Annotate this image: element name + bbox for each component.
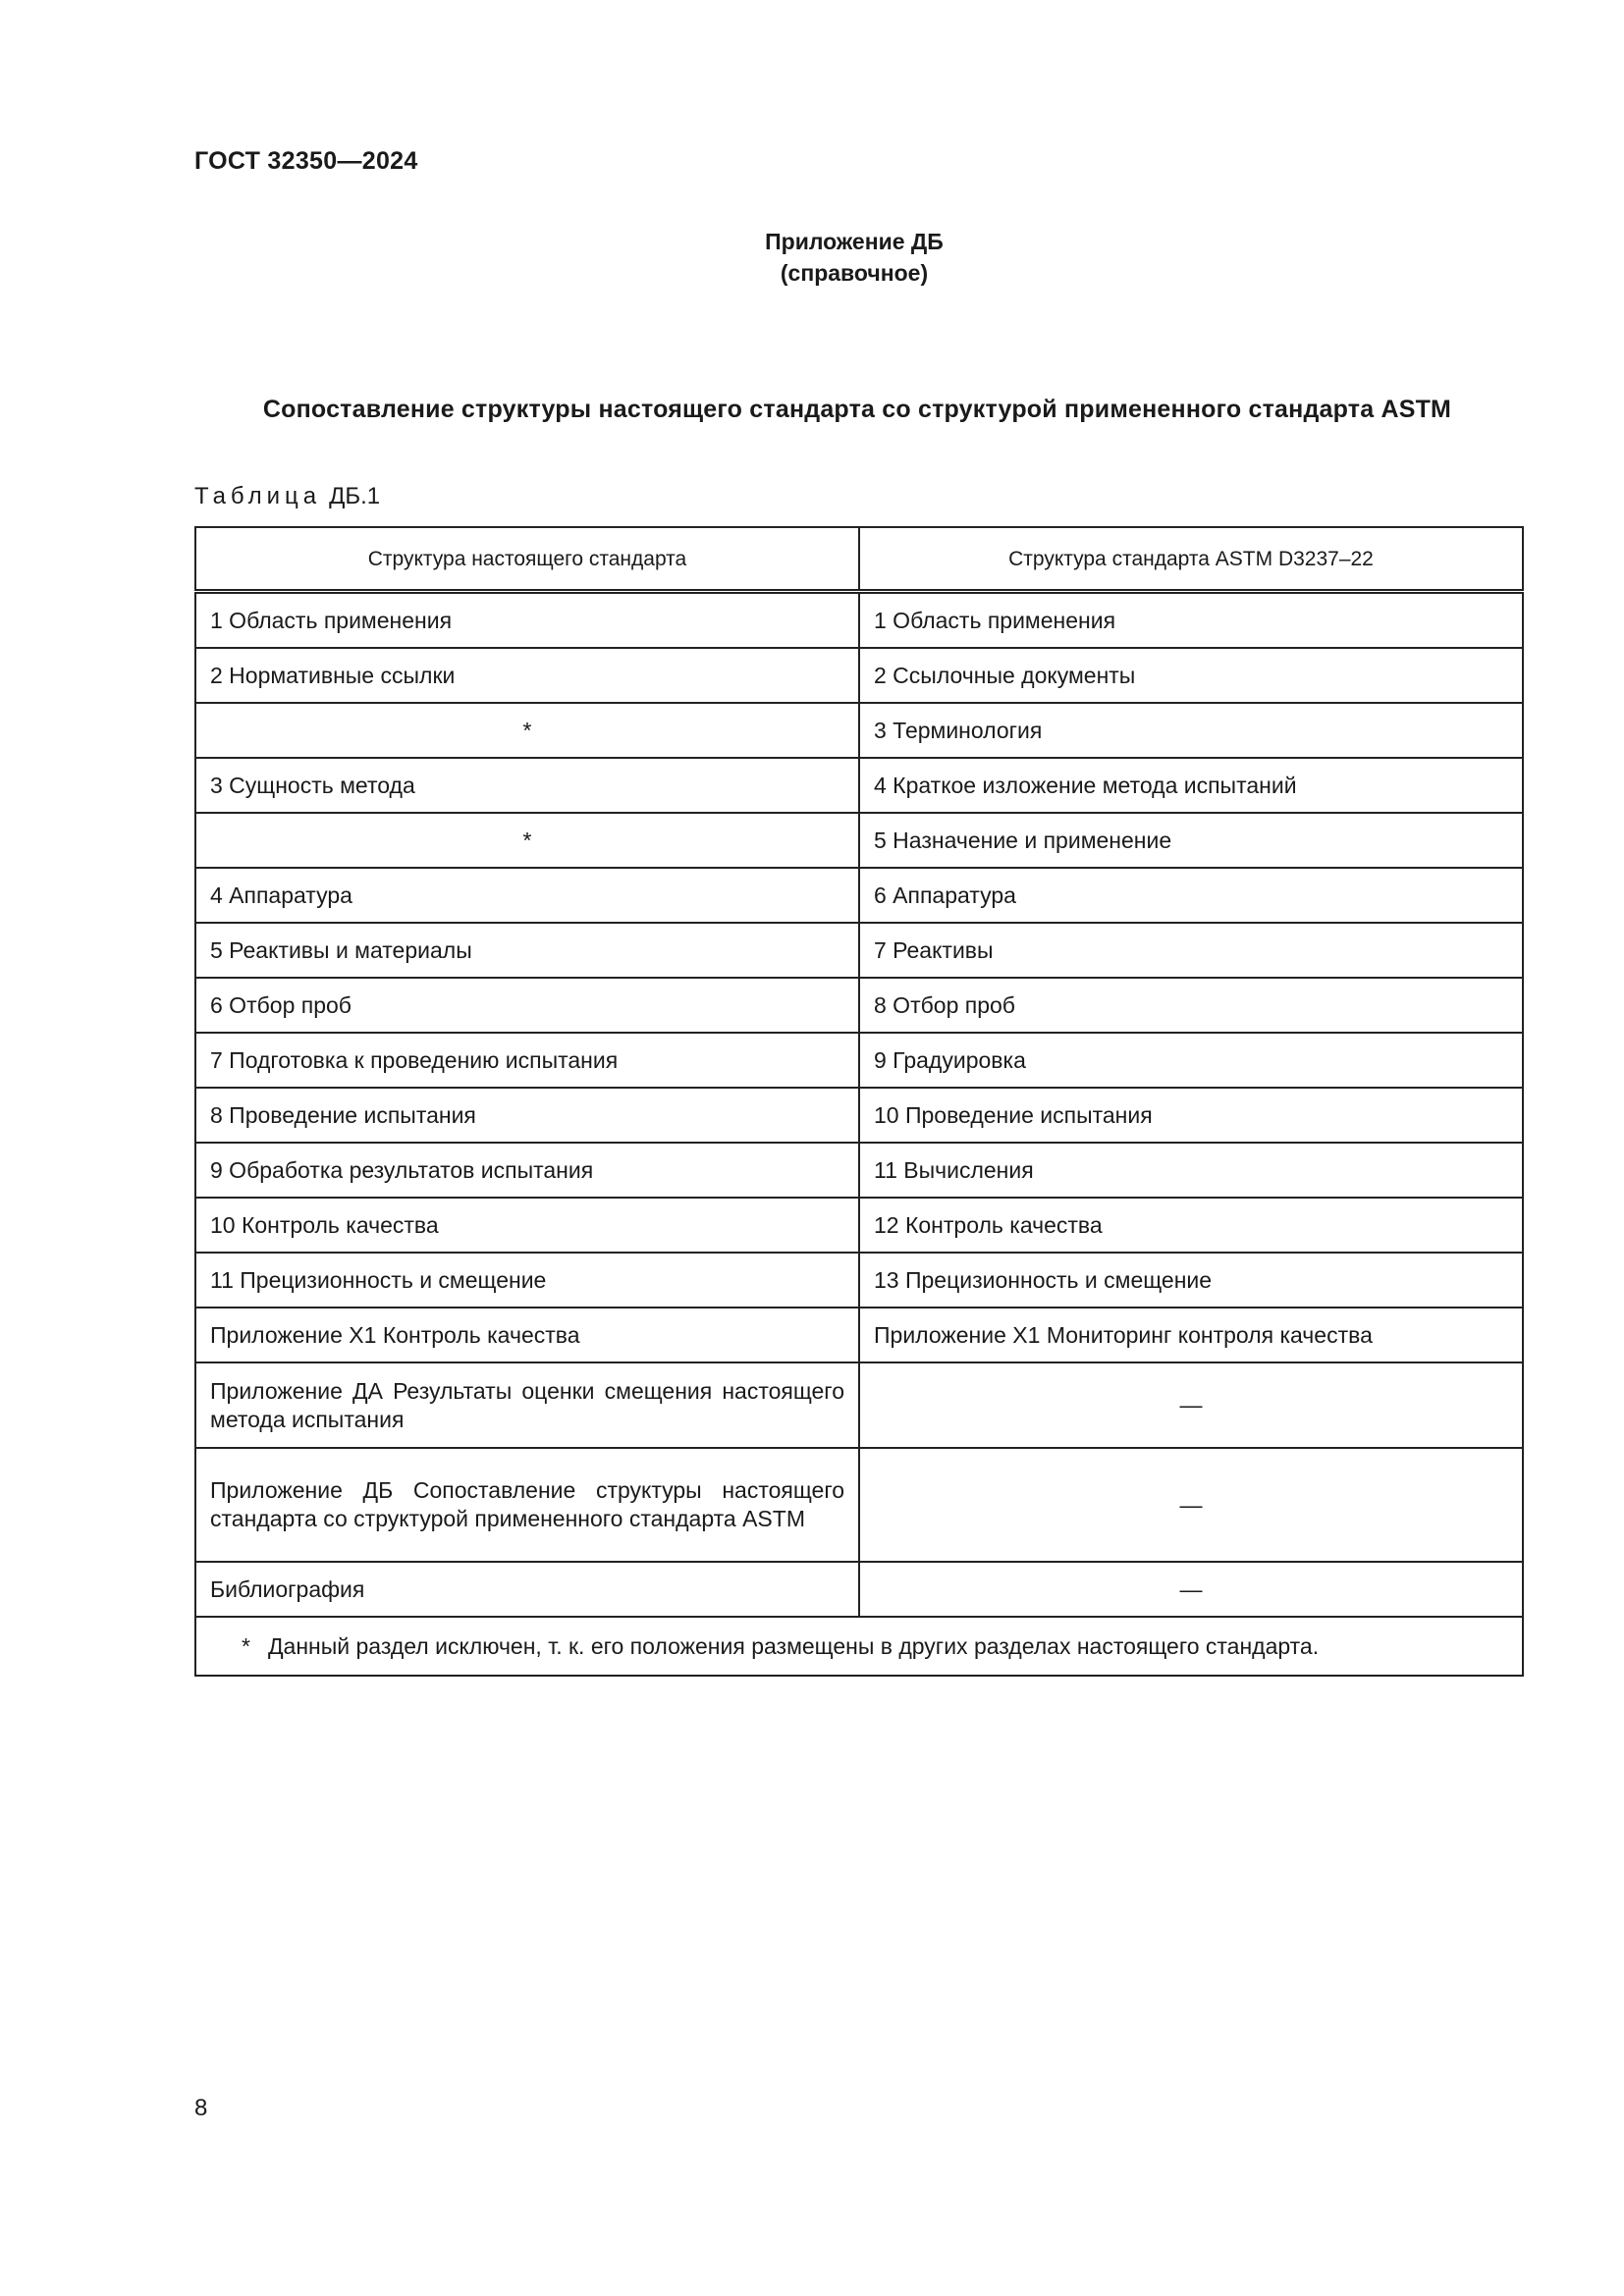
table-cell: Приложение X1 Мониторинг контроля качества bbox=[859, 1308, 1523, 1362]
table-cell: Приложение ДБ Сопоставление структуры настоящего стандарта со структурой примененного стандарта ASTM bbox=[195, 1448, 859, 1562]
table-cell: 7 Реактивы bbox=[859, 923, 1523, 978]
table-cell: 7 Подготовка к проведению испытания bbox=[195, 1033, 859, 1088]
table-row bbox=[195, 592, 1523, 649]
table-cell: 4 Аппаратура bbox=[195, 868, 859, 923]
table-cell: — bbox=[859, 1362, 1523, 1448]
table-cell: 9 Обработка результатов испытания bbox=[195, 1143, 859, 1198]
table-cell: 5 Реактивы и материалы bbox=[195, 923, 859, 978]
table-row bbox=[195, 1362, 1523, 1448]
table-cell: 6 Отбор проб bbox=[195, 978, 859, 1033]
table-row bbox=[195, 758, 1523, 813]
table-row bbox=[195, 1198, 1523, 1253]
page-number: 8 bbox=[194, 2095, 208, 2121]
table-cell: 1 Область применения bbox=[195, 592, 859, 649]
table-row bbox=[195, 868, 1523, 923]
table-cell: — bbox=[859, 1562, 1523, 1617]
table-caption-number: ДБ.1 bbox=[329, 483, 381, 509]
footnote-text: Данный раздел исключен, т. к. его положения размещены в других разделах настоящего стандарта. bbox=[267, 1632, 1320, 1659]
document-code: ГОСТ 32350—2024 bbox=[194, 147, 418, 175]
table-cell: Приложение X1 Контроль качества bbox=[195, 1308, 859, 1362]
table-row bbox=[195, 1562, 1523, 1617]
table-cell: 9 Градуировка bbox=[859, 1033, 1523, 1088]
table-row bbox=[195, 923, 1523, 978]
table-cell: 11 Прецизионность и смещение bbox=[195, 1253, 859, 1308]
table-cell: 8 Отбор проб bbox=[859, 978, 1523, 1033]
table-cell: 12 Контроль качества bbox=[859, 1198, 1523, 1253]
table-caption-word: Таблица bbox=[194, 483, 322, 509]
column-header-astm-standard: Структура стандарта ASTM D3237–22 bbox=[859, 527, 1523, 592]
table-row bbox=[195, 978, 1523, 1033]
appendix-heading bbox=[0, 226, 1624, 289]
table-row bbox=[195, 1033, 1523, 1088]
table-cell: 1 Область применения bbox=[859, 592, 1523, 649]
appendix-title: Приложение ДБ bbox=[765, 229, 944, 254]
table-row bbox=[195, 648, 1523, 703]
table-cell: 10 Контроль качества bbox=[195, 1198, 859, 1253]
table-cell: 6 Аппаратура bbox=[859, 868, 1523, 923]
table-row bbox=[195, 813, 1523, 868]
column-header-this-standard: Структура настоящего стандарта bbox=[195, 527, 859, 592]
table-caption bbox=[194, 483, 380, 510]
table-row bbox=[195, 1308, 1523, 1362]
table-row bbox=[195, 1253, 1523, 1308]
table-cell: 3 Терминология bbox=[859, 703, 1523, 758]
table-cell: Приложение ДА Результаты оценки смещения настоящего метода испытания bbox=[195, 1362, 859, 1448]
table-cell: 2 Ссылочные документы bbox=[859, 648, 1523, 703]
table-cell: 8 Проведение испытания bbox=[195, 1088, 859, 1143]
section-title: Сопоставление структуры настоящего стандарта со структурой примененного стандарта ASTM bbox=[262, 396, 1452, 423]
table-cell: 2 Нормативные ссылки bbox=[195, 648, 859, 703]
footnote-mark: * bbox=[242, 1632, 250, 1659]
table-cell: — bbox=[859, 1448, 1523, 1562]
table-header-row bbox=[195, 527, 1523, 592]
table-cell: 4 Краткое изложение метода испытаний bbox=[859, 758, 1523, 813]
table-cell: * bbox=[195, 813, 859, 868]
table-cell: 11 Вычисления bbox=[859, 1143, 1523, 1198]
table-cell: 10 Проведение испытания bbox=[859, 1088, 1523, 1143]
table-cell: 3 Сущность метода bbox=[195, 758, 859, 813]
structure-comparison-table bbox=[194, 526, 1524, 1677]
appendix-status: (справочное) bbox=[780, 260, 929, 286]
table-cell: Библиография bbox=[195, 1562, 859, 1617]
table-cell: 5 Назначение и применение bbox=[859, 813, 1523, 868]
table-cell: * bbox=[195, 703, 859, 758]
table-cell: 13 Прецизионность и смещение bbox=[859, 1253, 1523, 1308]
table-footnote-row bbox=[195, 1617, 1523, 1676]
table-row bbox=[195, 703, 1523, 758]
table-footnote bbox=[195, 1617, 1523, 1676]
table-row bbox=[195, 1448, 1523, 1562]
table-row bbox=[195, 1088, 1523, 1143]
table-row bbox=[195, 1143, 1523, 1198]
